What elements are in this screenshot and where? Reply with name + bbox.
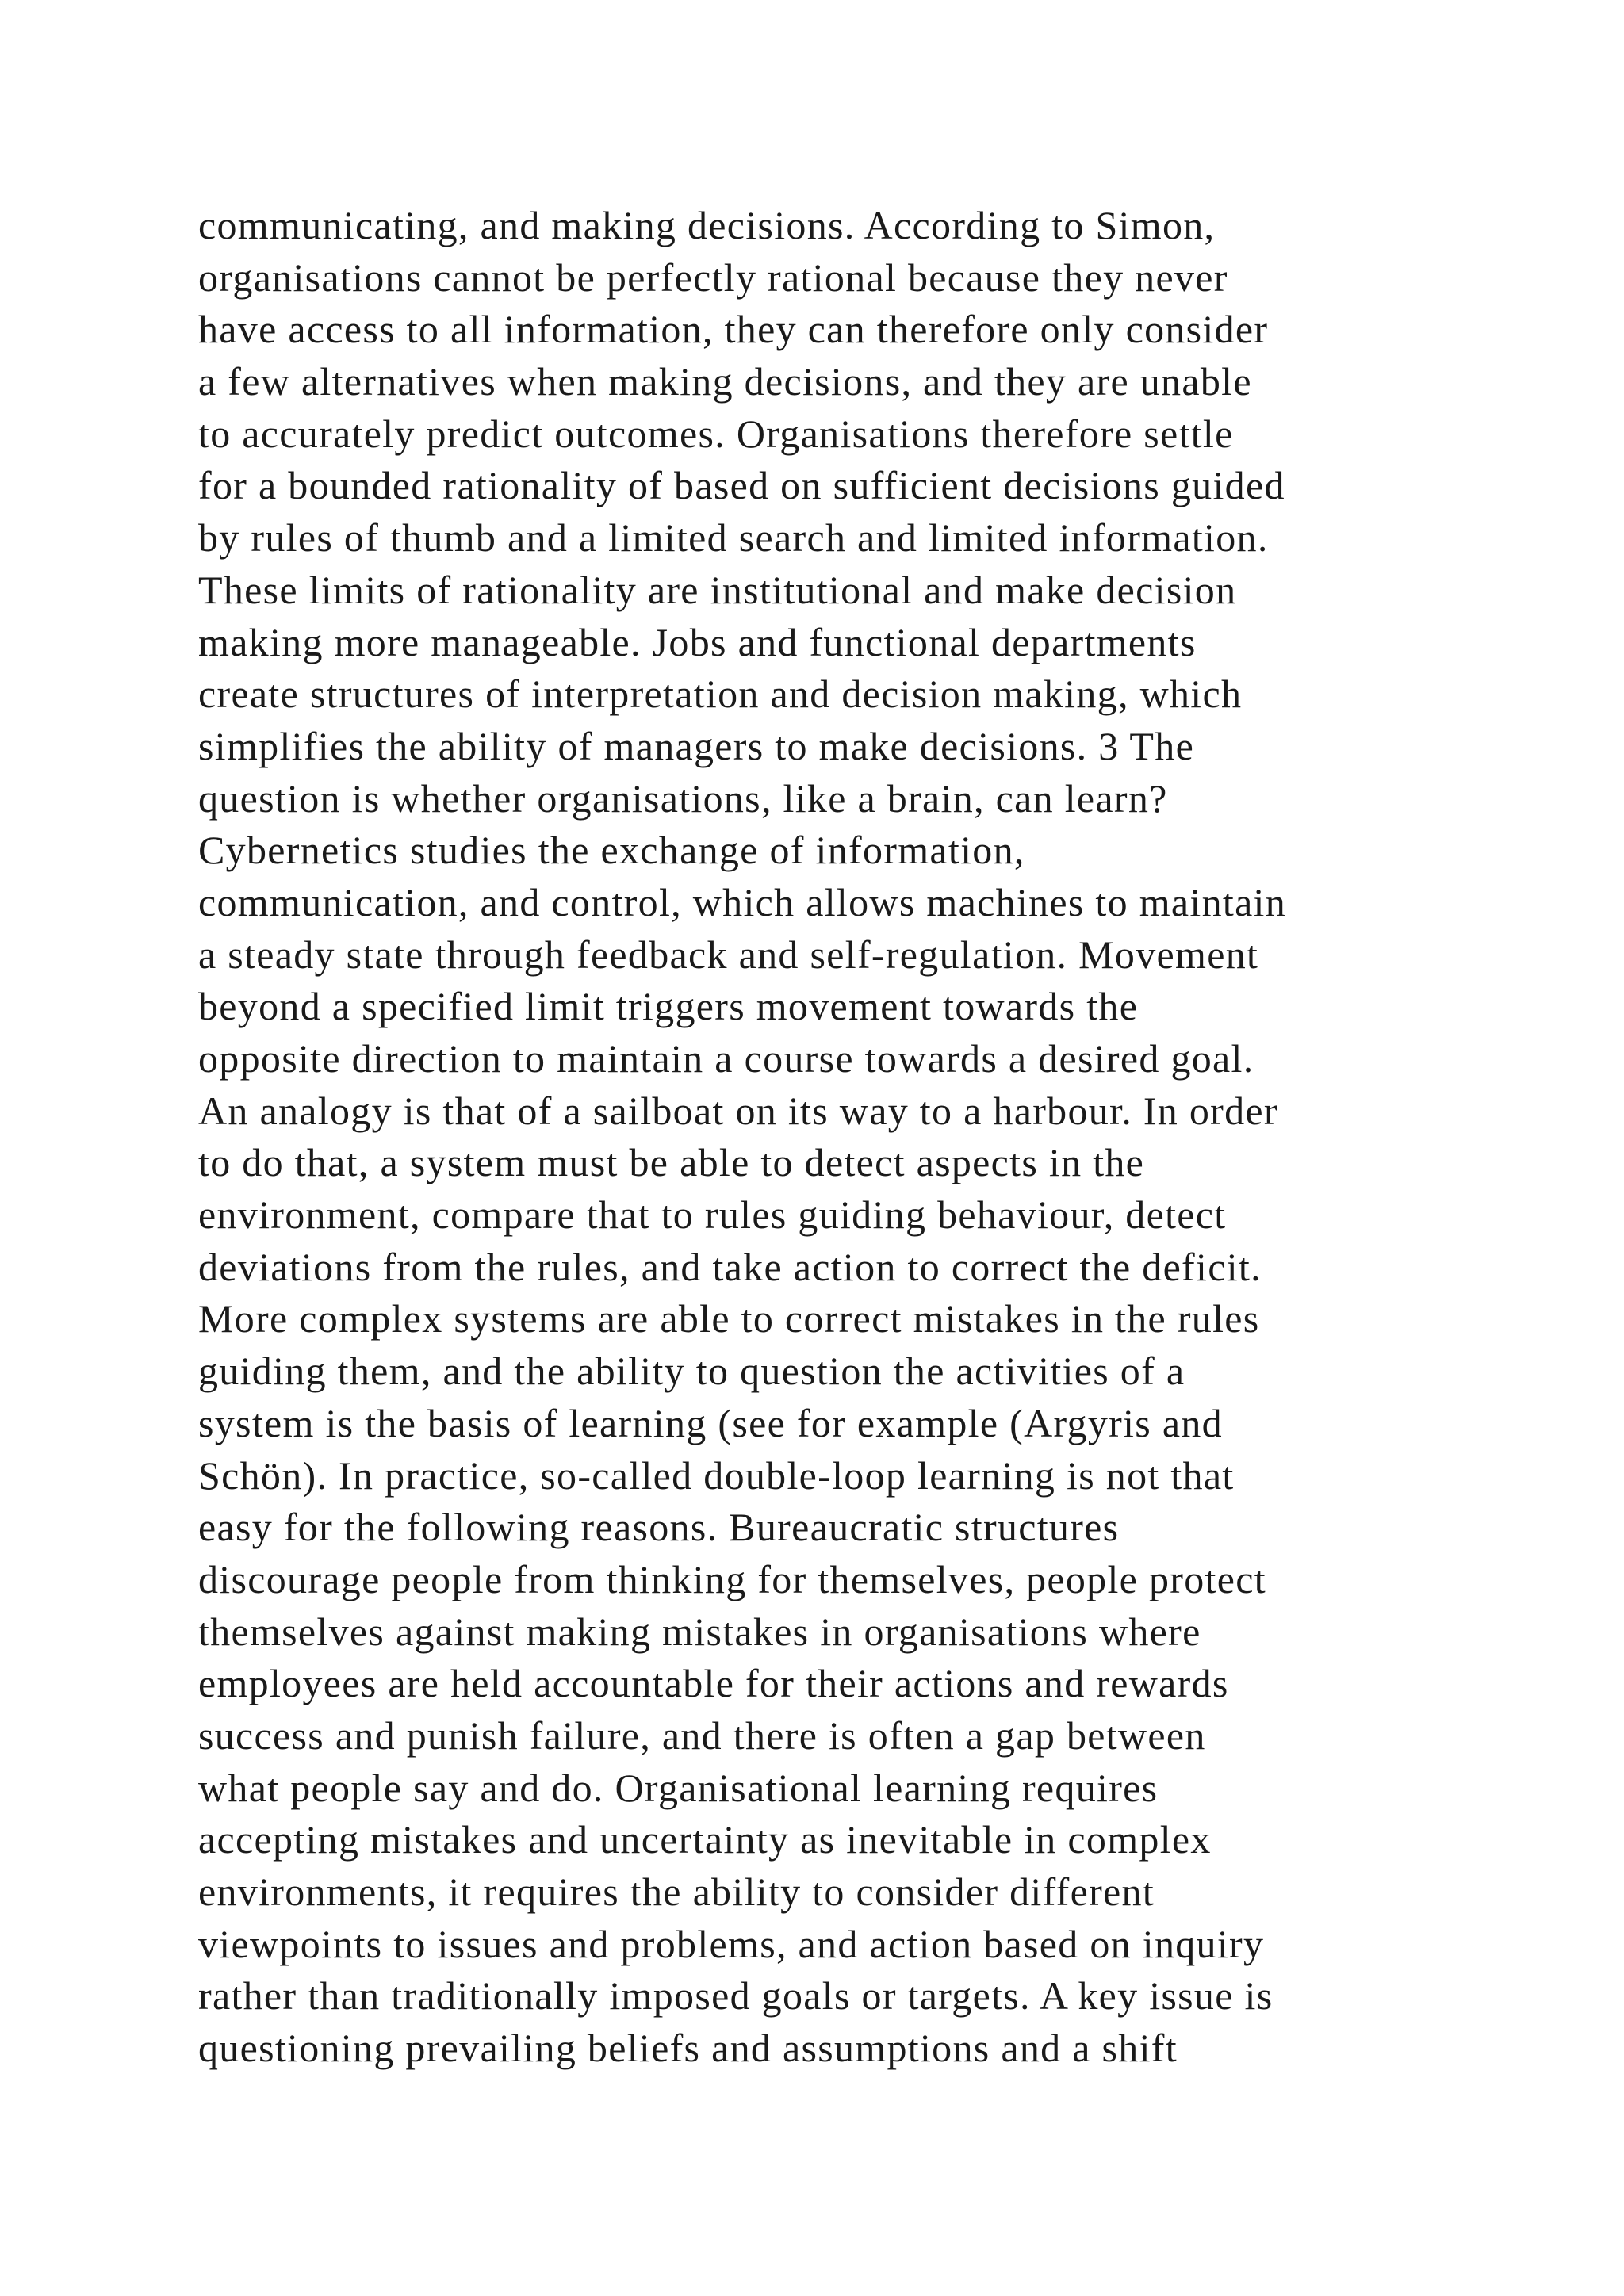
text-line: what people say and do. Organisational learning requires xyxy=(198,1765,1159,1810)
text-line: themselves against making mistakes in organisations where xyxy=(198,1609,1201,1654)
text-line: by rules of thumb and a limited search and limited information. xyxy=(198,515,1269,561)
body-text xyxy=(198,200,1499,2075)
text-line: system is the basis of learning (see for example (Argyris and xyxy=(198,1400,1223,1445)
text-line: An analogy is that of a sailboat on its way to a harbour. In order xyxy=(198,1088,1278,1133)
text-line: These limits of rationality are institutional and make decision xyxy=(198,567,1237,612)
text-line: environment, compare that to rules guiding behaviour, detect xyxy=(198,1192,1227,1238)
text-line: to accurately predict outcomes. Organisations therefore settle xyxy=(198,411,1234,456)
text-line: viewpoints to issues and problems, and action based on inquiry xyxy=(198,1921,1265,1966)
text-line: question is whether organisations, like a brain, can learn? xyxy=(198,775,1168,821)
text-line: communication, and control, which allows machines to maintain xyxy=(198,879,1287,924)
text-line: beyond a specified limit triggers movement towards the xyxy=(198,984,1139,1029)
text-line: success and punish failure, and there is often a gap between xyxy=(198,1712,1206,1758)
text-line: guiding them, and the ability to question the activities of a xyxy=(198,1349,1185,1394)
text-line: questioning prevailing beliefs and assumptions and a shift xyxy=(198,2026,1178,2071)
text-line: Cybernetics studies the exchange of information, xyxy=(198,828,1025,873)
text-line: discourage people from thinking for themselves, people protect xyxy=(198,1556,1266,1601)
text-line: opposite direction to maintain a course towards a desired goal. xyxy=(198,1036,1254,1081)
text-line: employees are held accountable for their actions and rewards xyxy=(198,1661,1229,1706)
text-line: environments, it requires the ability to consider different xyxy=(198,1869,1155,1914)
text-line: for a bounded rationality of based on sufficient decisions guided xyxy=(198,463,1285,508)
text-line: organisations cannot be perfectly rational because they never xyxy=(198,254,1228,300)
text-line: Schön). In practice, so-called double-loop learning is not that xyxy=(198,1452,1235,1498)
text-line: easy for the following reasons. Bureaucratic structures xyxy=(198,1505,1120,1550)
text-line: accepting mistakes and uncertainty as inevitable in complex xyxy=(198,1817,1212,1862)
text-line: a steady state through feedback and self-regulation. Movement xyxy=(198,932,1259,977)
text-line: to do that, a system must be able to detect aspects in the xyxy=(198,1140,1145,1185)
text-line: deviations from the rules, and take action to correct the deficit. xyxy=(198,1244,1262,1289)
text-line: making more manageable. Jobs and functional departments xyxy=(198,619,1197,664)
text-line: create structures of interpretation and decision making, which xyxy=(198,672,1243,717)
text-line: More complex systems are able to correct mistakes in the rules xyxy=(198,1296,1260,1341)
text-line: rather than traditionally imposed goals or targets. A key issue is xyxy=(198,1973,1274,2019)
text-line: a few alternatives when making decisions, and they are unable xyxy=(198,359,1252,404)
text-line: simplifies the ability of managers to make decisions. 3 The xyxy=(198,723,1195,768)
text-line: communicating, and making decisions. According to Simon, xyxy=(198,203,1216,247)
text-line: have access to all information, they can therefore only consider xyxy=(198,307,1269,352)
